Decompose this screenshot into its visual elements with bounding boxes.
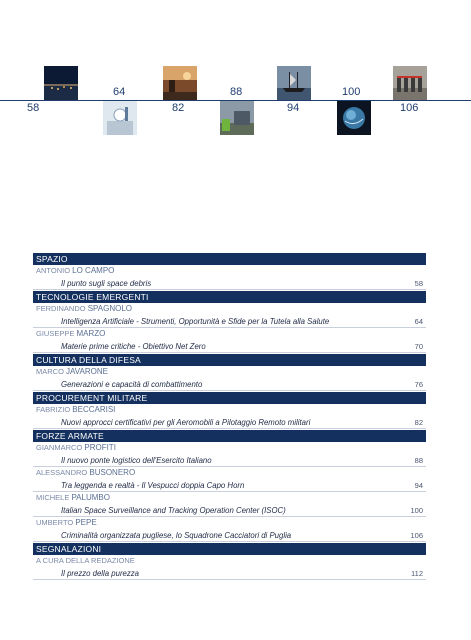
section-header: CULTURA DELLA DIFESA [33,354,426,366]
author-surname: LO CAMPO [72,266,115,275]
author-surname: JAVARONE [66,367,108,376]
page-number-100: 100 [342,86,361,98]
page-number-64: 64 [113,86,126,98]
author-line [33,555,426,567]
article-entry[interactable] [33,416,426,429]
article-entry[interactable] [33,378,426,391]
article-entry[interactable] [33,315,426,328]
article-title: Tra leggenda e realtà - Il Vespucci doppia Capo Horn [61,481,245,490]
article-title: Nuovi approcci certificativi per gli Aeromobili a Pilotaggio Remoto militari [61,418,311,427]
author-first-name: ALESSANDRO [36,468,88,477]
article-page: 58 [414,279,423,288]
author-line [33,404,426,416]
article-page: 88 [414,456,423,465]
article-title: Generazioni e capacità di combattimento [61,380,203,389]
article-page: 64 [414,317,423,326]
article-entry[interactable] [33,529,426,542]
author-surname: SPAGNOLO [87,304,132,313]
section-header: TECNOLOGIE EMERGENTI [33,291,426,303]
article-title: Italian Space Surveillance and Tracking Operation Center (ISOC) [61,506,286,515]
article-title: Il punto sugli space debris [61,279,152,288]
article-page: 112 [411,569,423,578]
thumbnail-106[interactable] [393,66,427,100]
table-of-contents [33,252,426,580]
article-page: 100 [410,506,423,515]
article-page: 106 [410,531,423,540]
article-entry[interactable] [33,277,426,290]
article-title: Il prezzo della purezza [61,569,140,578]
author-surname: PROFITI [84,443,116,452]
section-header: FORZE ARMATE [33,430,426,442]
article-title: Criminalità organizzata pugliese, lo Squadrone Cacciatori di Puglia [61,531,292,540]
author-surname: PALUMBO [71,493,110,502]
article-title: Intelligenza Artificiale - Strumenti, Opportunità e Sfide per la Tutela alla Salute [61,317,330,326]
author-line [33,517,426,529]
article-page: 76 [414,380,423,389]
thumbnail-94[interactable] [277,66,311,100]
thumbnail-88[interactable] [220,101,254,135]
article-page: 82 [414,418,423,427]
author-first-name: FABRIZIO [36,405,71,414]
author-first-name: ANTONIO [36,266,71,275]
author-first-name: MARCO [36,367,64,376]
article-entry[interactable] [33,340,426,353]
section-header: SPAZIO [33,253,426,265]
author-first-name: UMBERTO [36,518,74,527]
article-entry[interactable] [33,567,426,580]
article-title: Il nuovo ponte logistico dell'Esercito Italiano [61,456,212,465]
author-surname: BUSONERO [89,468,136,477]
author-surname: MARZO [76,329,106,338]
page-number-94: 94 [287,102,300,114]
article-entry[interactable] [33,454,426,467]
author-line [33,366,426,378]
thumbnail-strip [0,60,471,140]
author-surname: BECCARISI [72,405,116,414]
article-page: 70 [414,342,423,351]
author-line [33,303,426,315]
thumbnail-64[interactable] [103,101,137,135]
page-number-82: 82 [172,102,185,114]
author-line [33,265,426,277]
author-first-name: GIANMARCO [36,443,83,452]
article-page: 94 [414,481,423,490]
author-surname: PEPE [75,518,97,527]
author-line [33,328,426,340]
author-first-name: A CURA DELLA REDAZIONE [36,556,135,565]
thumbnail-82[interactable] [163,66,197,100]
article-entry[interactable] [33,504,426,517]
thumbnail-100[interactable] [337,101,371,135]
author-first-name: FERDINANDO [36,304,86,313]
section-header: PROCUREMENT MILITARE [33,392,426,404]
page-number-88: 88 [230,86,243,98]
page-number-106: 106 [400,102,419,114]
author-line [33,467,426,479]
thumbnail-58[interactable] [44,66,78,100]
article-entry[interactable] [33,479,426,492]
article-title: Materie prime critiche - Obiettivo Net Zero [61,342,206,351]
page-number-58: 58 [27,102,40,114]
author-first-name: MICHELE [36,493,70,502]
author-first-name: GIUSEPPE [36,329,75,338]
author-line [33,492,426,504]
author-line [33,442,426,454]
section-header: SEGNALAZIONI [33,543,426,555]
